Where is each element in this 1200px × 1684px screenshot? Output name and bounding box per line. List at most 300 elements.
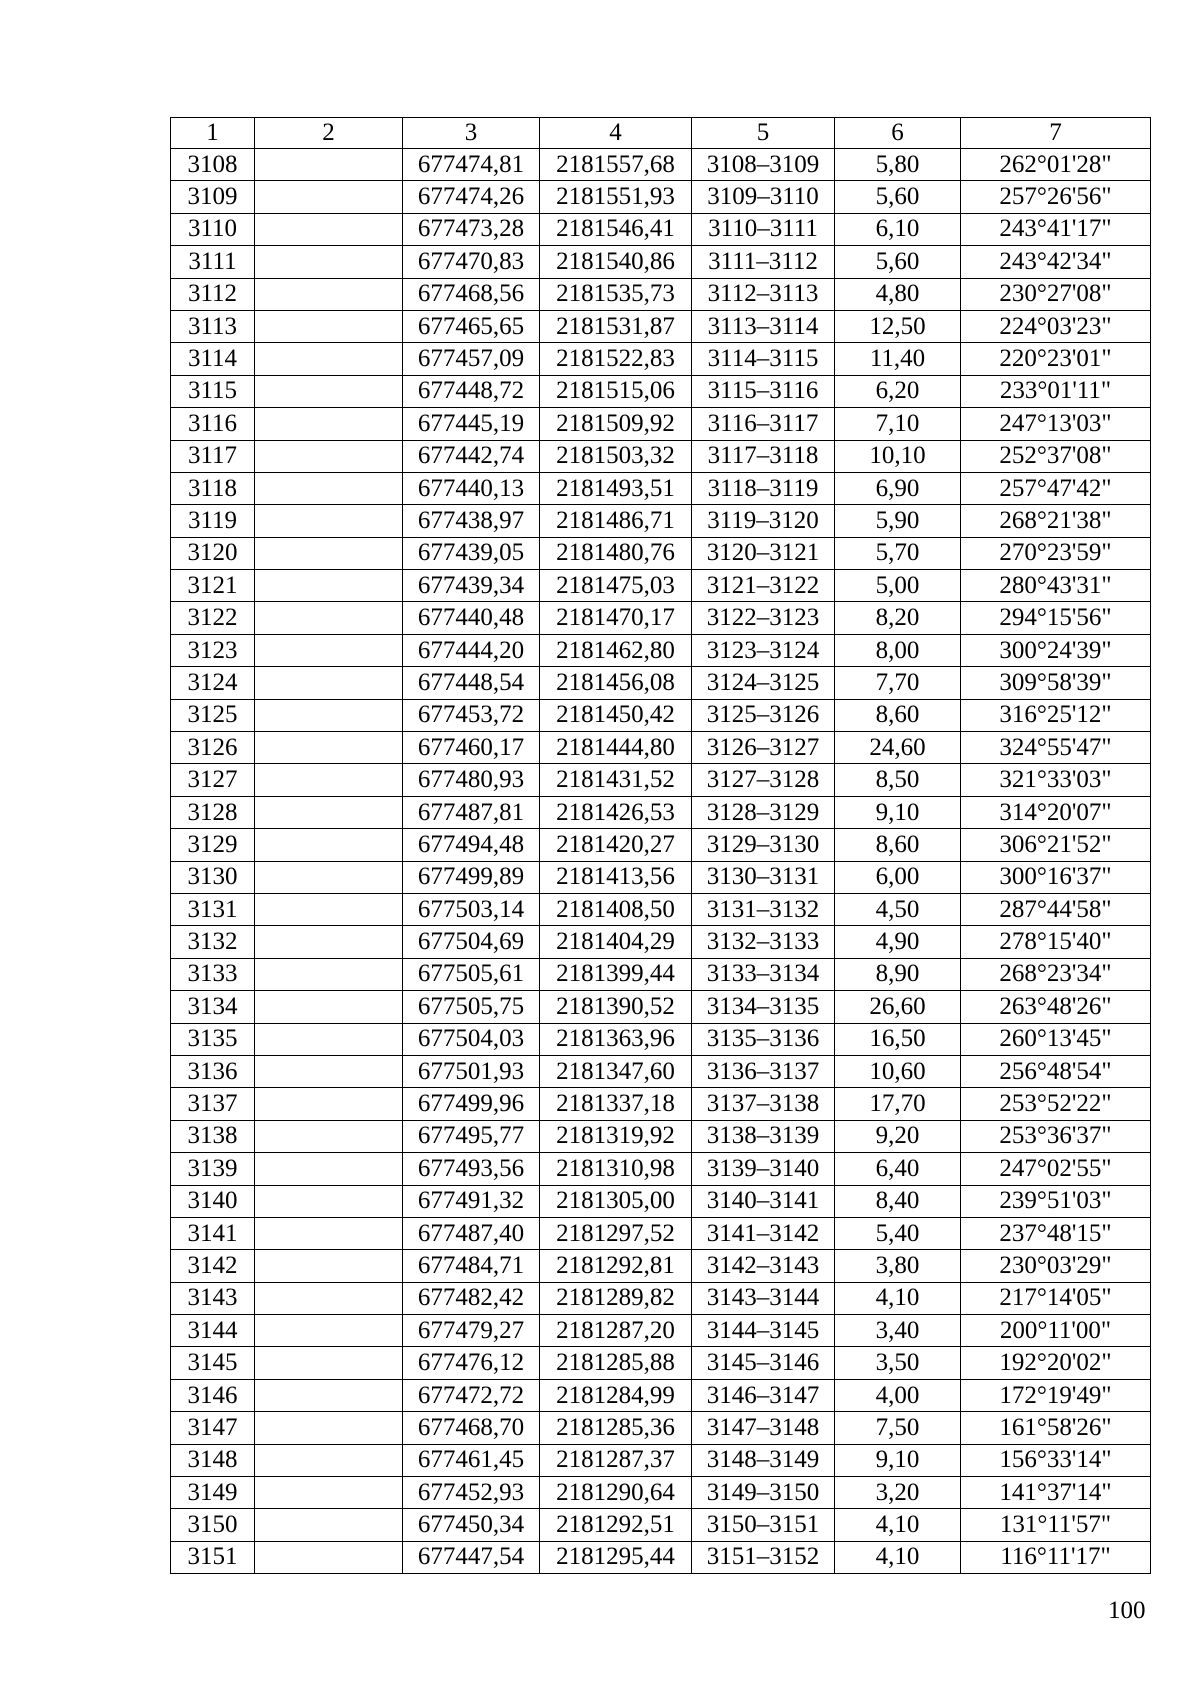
- table-row: [171, 699, 1151, 731]
- length-cell: 3,40: [835, 1315, 961, 1347]
- y-coordinate-cell: 2181444,80: [540, 732, 692, 764]
- note-cell: [255, 1444, 403, 1476]
- note-cell: [255, 343, 403, 375]
- note-cell: [255, 149, 403, 181]
- point-number-cell: 3115: [171, 375, 255, 407]
- point-number-cell: 3109: [171, 181, 255, 213]
- length-cell: 11,40: [835, 343, 961, 375]
- note-cell: [255, 1217, 403, 1249]
- table-row: [171, 991, 1151, 1023]
- length-cell: 6,90: [835, 472, 961, 504]
- segment-cell: 3142–3143: [692, 1250, 835, 1282]
- point-number-cell: 3126: [171, 732, 255, 764]
- y-coordinate-cell: 2181292,81: [540, 1250, 692, 1282]
- table-row: [171, 310, 1151, 342]
- length-cell: 6,40: [835, 1153, 961, 1185]
- point-number-cell: 3144: [171, 1315, 255, 1347]
- segment-cell: 3132–3133: [692, 926, 835, 958]
- x-coordinate-cell: 677453,72: [403, 699, 540, 731]
- note-cell: [255, 1088, 403, 1120]
- x-coordinate-cell: 677442,74: [403, 440, 540, 472]
- x-coordinate-cell: 677499,96: [403, 1088, 540, 1120]
- bearing-cell: 247°13'03": [961, 408, 1151, 440]
- segment-cell: 3141–3142: [692, 1217, 835, 1249]
- length-cell: 5,90: [835, 505, 961, 537]
- bearing-cell: 300°24'39": [961, 634, 1151, 666]
- table-row: [171, 375, 1151, 407]
- page-number: 100: [1108, 1597, 1146, 1624]
- table-header-row: [171, 118, 1151, 149]
- table-row: [171, 408, 1151, 440]
- bearing-cell: 278°15'40": [961, 926, 1151, 958]
- length-cell: 5,40: [835, 1217, 961, 1249]
- x-coordinate-cell: 677448,54: [403, 667, 540, 699]
- table-row: [171, 796, 1151, 828]
- table-row: [171, 1217, 1151, 1249]
- table-row: [171, 343, 1151, 375]
- note-cell: [255, 1347, 403, 1379]
- bearing-cell: 321°33'03": [961, 764, 1151, 796]
- y-coordinate-cell: 2181426,53: [540, 796, 692, 828]
- length-cell: 4,10: [835, 1282, 961, 1314]
- bearing-cell: 316°25'12": [961, 699, 1151, 731]
- note-cell: [255, 505, 403, 537]
- y-coordinate-cell: 2181515,06: [540, 375, 692, 407]
- bearing-cell: 224°03'23": [961, 310, 1151, 342]
- segment-cell: 3145–3146: [692, 1347, 835, 1379]
- y-coordinate-cell: 2181531,87: [540, 310, 692, 342]
- y-coordinate-cell: 2181522,83: [540, 343, 692, 375]
- segment-cell: 3133–3134: [692, 958, 835, 990]
- note-cell: [255, 1379, 403, 1411]
- table-row: [171, 1120, 1151, 1152]
- point-number-cell: 3148: [171, 1444, 255, 1476]
- table-row: [171, 1153, 1151, 1185]
- x-coordinate-cell: 677452,93: [403, 1477, 540, 1509]
- point-number-cell: 3108: [171, 149, 255, 181]
- point-number-cell: 3128: [171, 796, 255, 828]
- segment-cell: 3138–3139: [692, 1120, 835, 1152]
- bearing-cell: 270°23'59": [961, 537, 1151, 569]
- point-number-cell: 3133: [171, 958, 255, 990]
- segment-cell: 3121–3122: [692, 570, 835, 602]
- x-coordinate-cell: 677457,09: [403, 343, 540, 375]
- segment-cell: 3148–3149: [692, 1444, 835, 1476]
- segment-cell: 3124–3125: [692, 667, 835, 699]
- bearing-cell: 309°58'39": [961, 667, 1151, 699]
- x-coordinate-cell: 677505,61: [403, 958, 540, 990]
- length-cell: 7,10: [835, 408, 961, 440]
- segment-cell: 3137–3138: [692, 1088, 835, 1120]
- y-coordinate-cell: 2181292,51: [540, 1509, 692, 1541]
- length-cell: 12,50: [835, 310, 961, 342]
- y-coordinate-cell: 2181297,52: [540, 1217, 692, 1249]
- y-coordinate-cell: 2181285,88: [540, 1347, 692, 1379]
- x-coordinate-cell: 677494,48: [403, 829, 540, 861]
- y-coordinate-cell: 2181319,92: [540, 1120, 692, 1152]
- x-coordinate-cell: 677439,05: [403, 537, 540, 569]
- bearing-cell: 314°20'07": [961, 796, 1151, 828]
- note-cell: [255, 1120, 403, 1152]
- note-cell: [255, 472, 403, 504]
- bearing-cell: 294°15'56": [961, 602, 1151, 634]
- length-cell: 4,10: [835, 1541, 961, 1573]
- segment-cell: 3108–3109: [692, 149, 835, 181]
- table-row: [171, 213, 1151, 245]
- bearing-cell: 257°47'42": [961, 472, 1151, 504]
- segment-cell: 3134–3135: [692, 991, 835, 1023]
- note-cell: [255, 1541, 403, 1573]
- x-coordinate-cell: 677470,83: [403, 246, 540, 278]
- segment-cell: 3146–3147: [692, 1379, 835, 1411]
- point-number-cell: 3125: [171, 699, 255, 731]
- note-cell: [255, 1315, 403, 1347]
- length-cell: 9,10: [835, 1444, 961, 1476]
- segment-cell: 3151–3152: [692, 1541, 835, 1573]
- bearing-cell: 247°02'55": [961, 1153, 1151, 1185]
- length-cell: 8,20: [835, 602, 961, 634]
- point-number-cell: 3143: [171, 1282, 255, 1314]
- column-header: 1: [171, 118, 255, 149]
- segment-cell: 3136–3137: [692, 1055, 835, 1087]
- note-cell: [255, 861, 403, 893]
- y-coordinate-cell: 2181285,36: [540, 1412, 692, 1444]
- table-row: [171, 1185, 1151, 1217]
- y-coordinate-cell: 2181289,82: [540, 1282, 692, 1314]
- length-cell: 3,50: [835, 1347, 961, 1379]
- length-cell: 17,70: [835, 1088, 961, 1120]
- table-row: [171, 1088, 1151, 1120]
- y-coordinate-cell: 2181470,17: [540, 602, 692, 634]
- length-cell: 4,50: [835, 893, 961, 925]
- table-row: [171, 1023, 1151, 1055]
- length-cell: 4,00: [835, 1379, 961, 1411]
- y-coordinate-cell: 2181390,52: [540, 991, 692, 1023]
- point-number-cell: 3114: [171, 343, 255, 375]
- bearing-cell: 156°33'14": [961, 1444, 1151, 1476]
- segment-cell: 3112–3113: [692, 278, 835, 310]
- bearing-cell: 161°58'26": [961, 1412, 1151, 1444]
- point-number-cell: 3122: [171, 602, 255, 634]
- bearing-cell: 256°48'54": [961, 1055, 1151, 1087]
- bearing-cell: 300°16'37": [961, 861, 1151, 893]
- bearing-cell: 260°13'45": [961, 1023, 1151, 1055]
- segment-cell: 3131–3132: [692, 893, 835, 925]
- table-row: [171, 149, 1151, 181]
- x-coordinate-cell: 677504,69: [403, 926, 540, 958]
- x-coordinate-cell: 677503,14: [403, 893, 540, 925]
- segment-cell: 3140–3141: [692, 1185, 835, 1217]
- point-number-cell: 3129: [171, 829, 255, 861]
- x-coordinate-cell: 677438,97: [403, 505, 540, 537]
- x-coordinate-cell: 677476,12: [403, 1347, 540, 1379]
- point-number-cell: 3110: [171, 213, 255, 245]
- y-coordinate-cell: 2181540,86: [540, 246, 692, 278]
- length-cell: 5,80: [835, 149, 961, 181]
- segment-cell: 3119–3120: [692, 505, 835, 537]
- x-coordinate-cell: 677468,70: [403, 1412, 540, 1444]
- note-cell: [255, 1250, 403, 1282]
- segment-cell: 3125–3126: [692, 699, 835, 731]
- x-coordinate-cell: 677440,48: [403, 602, 540, 634]
- segment-cell: 3149–3150: [692, 1477, 835, 1509]
- segment-cell: 3117–3118: [692, 440, 835, 472]
- length-cell: 8,50: [835, 764, 961, 796]
- length-cell: 10,10: [835, 440, 961, 472]
- note-cell: [255, 310, 403, 342]
- y-coordinate-cell: 2181347,60: [540, 1055, 692, 1087]
- y-coordinate-cell: 2181399,44: [540, 958, 692, 990]
- note-cell: [255, 634, 403, 666]
- x-coordinate-cell: 677482,42: [403, 1282, 540, 1314]
- table-row: [171, 537, 1151, 569]
- segment-cell: 3129–3130: [692, 829, 835, 861]
- point-number-cell: 3140: [171, 1185, 255, 1217]
- bearing-cell: 243°42'34": [961, 246, 1151, 278]
- x-coordinate-cell: 677484,71: [403, 1250, 540, 1282]
- note-cell: [255, 796, 403, 828]
- x-coordinate-cell: 677444,20: [403, 634, 540, 666]
- x-coordinate-cell: 677487,81: [403, 796, 540, 828]
- table-row: [171, 181, 1151, 213]
- bearing-cell: 287°44'58": [961, 893, 1151, 925]
- table-row: [171, 764, 1151, 796]
- note-cell: [255, 764, 403, 796]
- y-coordinate-cell: 2181557,68: [540, 149, 692, 181]
- y-coordinate-cell: 2181305,00: [540, 1185, 692, 1217]
- point-number-cell: 3151: [171, 1541, 255, 1573]
- bearing-cell: 230°27'08": [961, 278, 1151, 310]
- bearing-cell: 237°48'15": [961, 1217, 1151, 1249]
- y-coordinate-cell: 2181287,20: [540, 1315, 692, 1347]
- length-cell: 5,70: [835, 537, 961, 569]
- table-row: [171, 1282, 1151, 1314]
- note-cell: [255, 408, 403, 440]
- table-row: [171, 1347, 1151, 1379]
- point-number-cell: 3147: [171, 1412, 255, 1444]
- y-coordinate-cell: 2181284,99: [540, 1379, 692, 1411]
- segment-cell: 3122–3123: [692, 602, 835, 634]
- note-cell: [255, 926, 403, 958]
- y-coordinate-cell: 2181404,29: [540, 926, 692, 958]
- y-coordinate-cell: 2181431,52: [540, 764, 692, 796]
- length-cell: 10,60: [835, 1055, 961, 1087]
- segment-cell: 3123–3124: [692, 634, 835, 666]
- note-cell: [255, 893, 403, 925]
- bearing-cell: 200°11'00": [961, 1315, 1151, 1347]
- table-row: [171, 1541, 1151, 1573]
- bearing-cell: 141°37'14": [961, 1477, 1151, 1509]
- length-cell: 5,00: [835, 570, 961, 602]
- table-row: [171, 1055, 1151, 1087]
- length-cell: 26,60: [835, 991, 961, 1023]
- note-cell: [255, 829, 403, 861]
- point-number-cell: 3118: [171, 472, 255, 504]
- y-coordinate-cell: 2181337,18: [540, 1088, 692, 1120]
- x-coordinate-cell: 677461,45: [403, 1444, 540, 1476]
- point-number-cell: 3130: [171, 861, 255, 893]
- point-number-cell: 3113: [171, 310, 255, 342]
- note-cell: [255, 246, 403, 278]
- column-header: 5: [692, 118, 835, 149]
- x-coordinate-cell: 677479,27: [403, 1315, 540, 1347]
- note-cell: [255, 213, 403, 245]
- x-coordinate-cell: 677504,03: [403, 1023, 540, 1055]
- table-row: [171, 505, 1151, 537]
- length-cell: 9,10: [835, 796, 961, 828]
- y-coordinate-cell: 2181290,64: [540, 1477, 692, 1509]
- segment-cell: 3109–3110: [692, 181, 835, 213]
- table-row: [171, 278, 1151, 310]
- length-cell: 3,80: [835, 1250, 961, 1282]
- column-header: 4: [540, 118, 692, 149]
- x-coordinate-cell: 677445,19: [403, 408, 540, 440]
- note-cell: [255, 1023, 403, 1055]
- y-coordinate-cell: 2181450,42: [540, 699, 692, 731]
- bearing-cell: 253°52'22": [961, 1088, 1151, 1120]
- point-number-cell: 3136: [171, 1055, 255, 1087]
- bearing-cell: 220°23'01": [961, 343, 1151, 375]
- x-coordinate-cell: 677480,93: [403, 764, 540, 796]
- bearing-cell: 262°01'28": [961, 149, 1151, 181]
- length-cell: 5,60: [835, 246, 961, 278]
- y-coordinate-cell: 2181503,32: [540, 440, 692, 472]
- y-coordinate-cell: 2181420,27: [540, 829, 692, 861]
- note-cell: [255, 375, 403, 407]
- segment-cell: 3135–3136: [692, 1023, 835, 1055]
- x-coordinate-cell: 677487,40: [403, 1217, 540, 1249]
- point-number-cell: 3145: [171, 1347, 255, 1379]
- bearing-cell: 257°26'56": [961, 181, 1151, 213]
- point-number-cell: 3119: [171, 505, 255, 537]
- point-number-cell: 3127: [171, 764, 255, 796]
- bearing-cell: 131°11'57": [961, 1509, 1151, 1541]
- table-row: [171, 1315, 1151, 1347]
- table-row: [171, 926, 1151, 958]
- table-row: [171, 246, 1151, 278]
- column-header: 7: [961, 118, 1151, 149]
- x-coordinate-cell: 677450,34: [403, 1509, 540, 1541]
- point-number-cell: 3117: [171, 440, 255, 472]
- point-number-cell: 3121: [171, 570, 255, 602]
- point-number-cell: 3150: [171, 1509, 255, 1541]
- length-cell: 6,20: [835, 375, 961, 407]
- length-cell: 4,90: [835, 926, 961, 958]
- x-coordinate-cell: 677468,56: [403, 278, 540, 310]
- length-cell: 8,90: [835, 958, 961, 990]
- note-cell: [255, 1153, 403, 1185]
- bearing-cell: 306°21'52": [961, 829, 1151, 861]
- y-coordinate-cell: 2181408,50: [540, 893, 692, 925]
- length-cell: 8,40: [835, 1185, 961, 1217]
- note-cell: [255, 181, 403, 213]
- point-number-cell: 3142: [171, 1250, 255, 1282]
- segment-cell: 3139–3140: [692, 1153, 835, 1185]
- length-cell: 4,80: [835, 278, 961, 310]
- segment-cell: 3147–3148: [692, 1412, 835, 1444]
- bearing-cell: 268°23'34": [961, 958, 1151, 990]
- segment-cell: 3114–3115: [692, 343, 835, 375]
- y-coordinate-cell: 2181462,80: [540, 634, 692, 666]
- point-number-cell: 3120: [171, 537, 255, 569]
- x-coordinate-cell: 677447,54: [403, 1541, 540, 1573]
- segment-cell: 3128–3129: [692, 796, 835, 828]
- bearing-cell: 192°20'02": [961, 1347, 1151, 1379]
- note-cell: [255, 1282, 403, 1314]
- bearing-cell: 230°03'29": [961, 1250, 1151, 1282]
- x-coordinate-cell: 677473,28: [403, 213, 540, 245]
- length-cell: 16,50: [835, 1023, 961, 1055]
- table-row: [171, 1412, 1151, 1444]
- bearing-cell: 233°01'11": [961, 375, 1151, 407]
- length-cell: 7,50: [835, 1412, 961, 1444]
- y-coordinate-cell: 2181546,41: [540, 213, 692, 245]
- table-row: [171, 1250, 1151, 1282]
- length-cell: 9,20: [835, 1120, 961, 1152]
- note-cell: [255, 732, 403, 764]
- bearing-cell: 172°19'49": [961, 1379, 1151, 1411]
- segment-cell: 3120–3121: [692, 537, 835, 569]
- point-number-cell: 3112: [171, 278, 255, 310]
- segment-cell: 3130–3131: [692, 861, 835, 893]
- x-coordinate-cell: 677474,81: [403, 149, 540, 181]
- table-row: [171, 602, 1151, 634]
- length-cell: 5,60: [835, 181, 961, 213]
- note-cell: [255, 699, 403, 731]
- y-coordinate-cell: 2181363,96: [540, 1023, 692, 1055]
- y-coordinate-cell: 2181287,37: [540, 1444, 692, 1476]
- note-cell: [255, 1412, 403, 1444]
- table-row: [171, 958, 1151, 990]
- table-row: [171, 570, 1151, 602]
- note-cell: [255, 991, 403, 1023]
- point-number-cell: 3124: [171, 667, 255, 699]
- point-number-cell: 3146: [171, 1379, 255, 1411]
- point-number-cell: 3139: [171, 1153, 255, 1185]
- y-coordinate-cell: 2181295,44: [540, 1541, 692, 1573]
- table-row: [171, 472, 1151, 504]
- segment-cell: 3150–3151: [692, 1509, 835, 1541]
- coordinates-table: [170, 117, 1151, 1574]
- bearing-cell: 324°55'47": [961, 732, 1151, 764]
- x-coordinate-cell: 677501,93: [403, 1055, 540, 1087]
- length-cell: 3,20: [835, 1477, 961, 1509]
- y-coordinate-cell: 2181456,08: [540, 667, 692, 699]
- segment-cell: 3116–3117: [692, 408, 835, 440]
- note-cell: [255, 1509, 403, 1541]
- x-coordinate-cell: 677474,26: [403, 181, 540, 213]
- bearing-cell: 263°48'26": [961, 991, 1151, 1023]
- note-cell: [255, 1055, 403, 1087]
- x-coordinate-cell: 677491,32: [403, 1185, 540, 1217]
- x-coordinate-cell: 677439,34: [403, 570, 540, 602]
- table-row: [171, 1444, 1151, 1476]
- table-body: [171, 149, 1151, 1574]
- column-header: 2: [255, 118, 403, 149]
- y-coordinate-cell: 2181475,03: [540, 570, 692, 602]
- segment-cell: 3115–3116: [692, 375, 835, 407]
- note-cell: [255, 440, 403, 472]
- column-header: 3: [403, 118, 540, 149]
- y-coordinate-cell: 2181486,71: [540, 505, 692, 537]
- length-cell: 6,00: [835, 861, 961, 893]
- length-cell: 4,10: [835, 1509, 961, 1541]
- point-number-cell: 3149: [171, 1477, 255, 1509]
- table-row: [171, 732, 1151, 764]
- y-coordinate-cell: 2181413,56: [540, 861, 692, 893]
- x-coordinate-cell: 677493,56: [403, 1153, 540, 1185]
- bearing-cell: 268°21'38": [961, 505, 1151, 537]
